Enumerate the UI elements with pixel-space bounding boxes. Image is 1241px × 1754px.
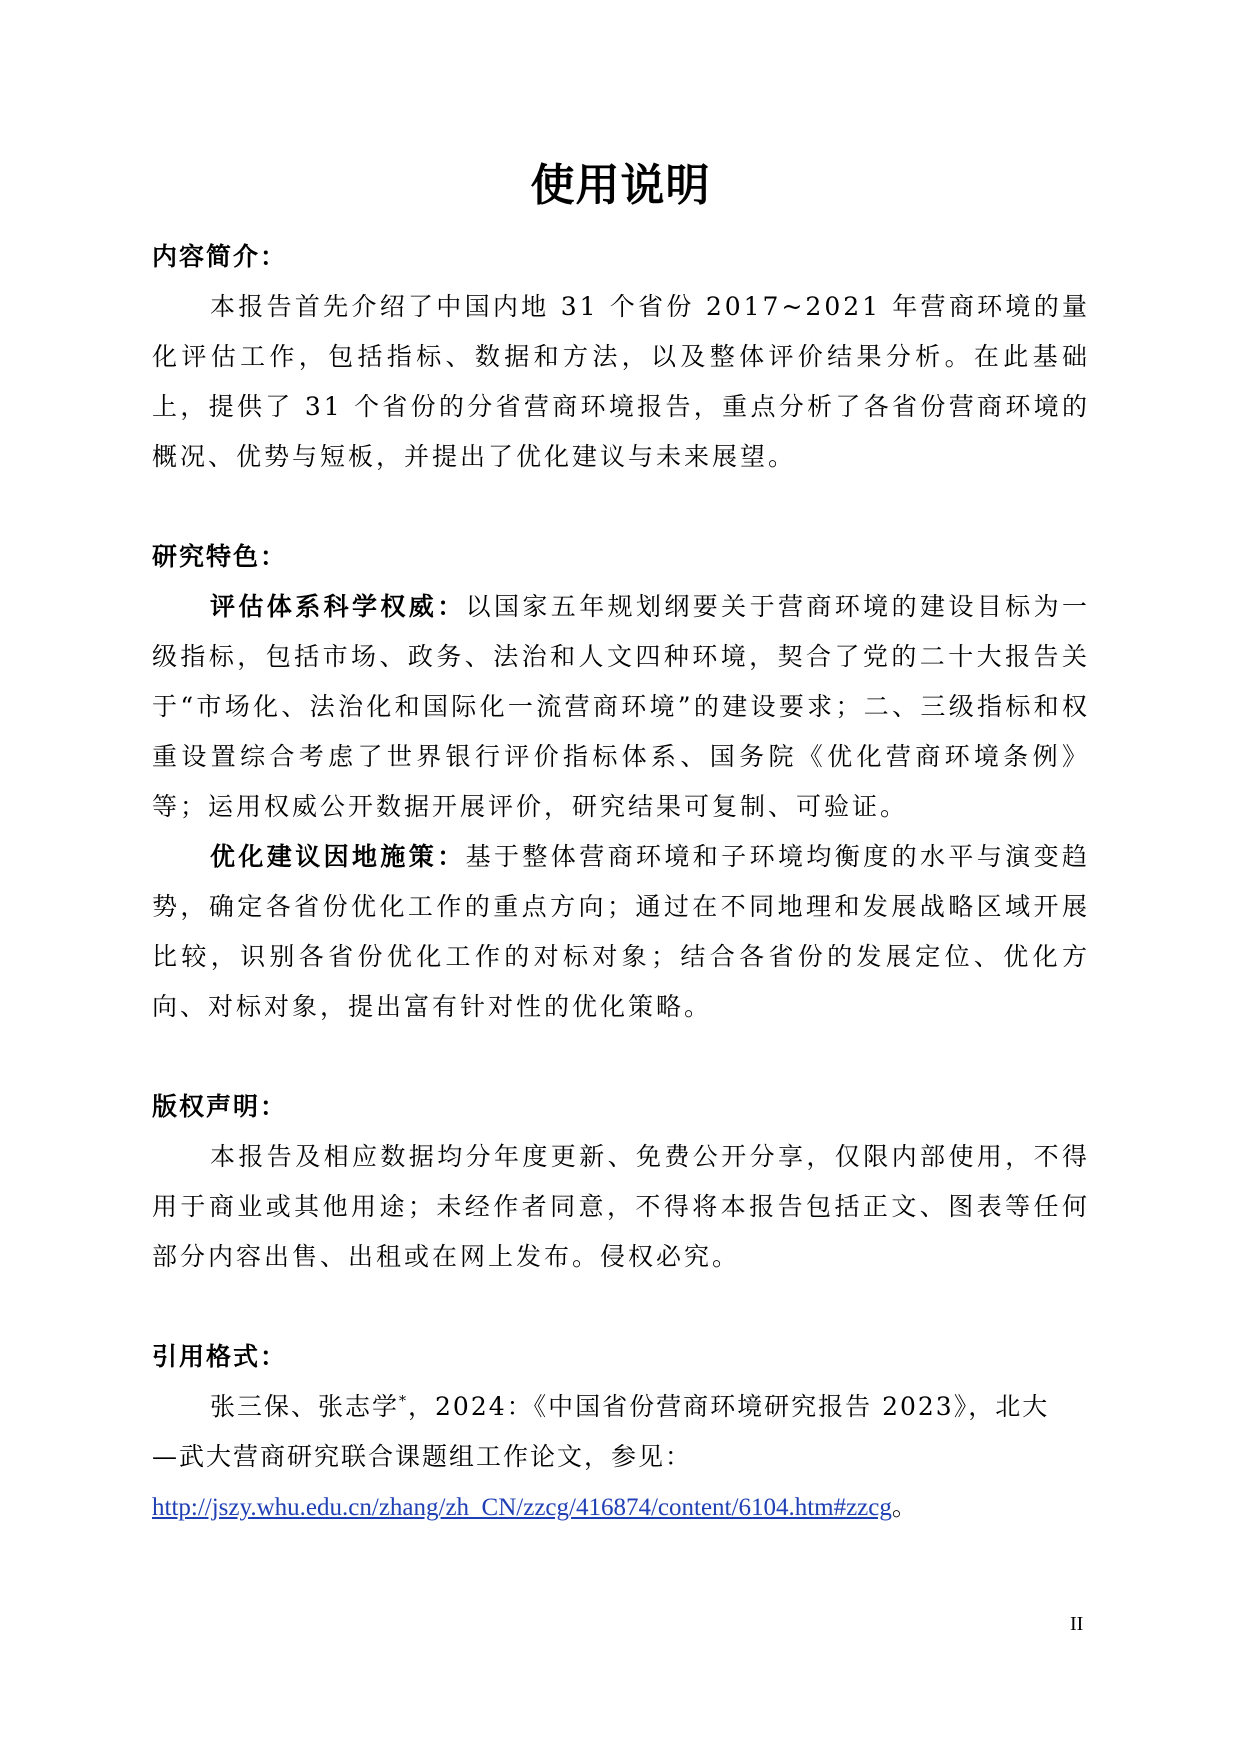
section-gap <box>152 1282 1090 1332</box>
section-gap <box>152 1032 1090 1082</box>
page-title: 使用说明 <box>530 160 711 211</box>
copyright-heading: 版权声明： <box>152 1092 288 1121</box>
feature-text-2: 基于整体营商环境和子环境均衡度的水平与演变趋势，确定各省份优化工作的重点方向；通过在不同地理和发展战略区域开展比较，识别各省份优化工作的对标对象；结合各省份的发展定位、优化方向、对标对象，提出富有针对性的优化策略。 <box>152 842 1090 1021</box>
citation-link[interactable]: http://jszy.whu.edu.cn/zhang/zh_CN/zzcg/416874/content/6104.htm#zzcg <box>152 1494 892 1521</box>
citation-title: ，2024：《中国省份营商环境研究报告 2023》，北大 <box>408 1392 1050 1421</box>
citation-url-suffix: 。 <box>891 1492 919 1521</box>
citation-mark: * <box>399 1393 409 1410</box>
copyright-paragraph: 本报告及相应数据均分年度更新、免费公开分享，仅限内部使用，不得用于商业或其他用途；未经作者同意，不得将本报告包括正文、图表等任何部分内容出售、出租或在网上发布。侵权必究。 <box>152 1142 1090 1271</box>
feature-lead-1: 评估体系科学权威： <box>210 592 466 621</box>
citation-authors: 张三保、张志学 <box>210 1392 400 1421</box>
citation-heading: 引用格式： <box>152 1342 288 1371</box>
feature-paragraph-1 <box>152 582 1090 832</box>
citation-line-2: —武大营商研究联合课题组工作论文，参见： <box>152 1442 693 1471</box>
feature-lead-2: 优化建议因地施策： <box>210 842 466 871</box>
document-body <box>152 232 1090 1533</box>
intro-paragraph: 本报告首先介绍了中国内地 31 个省份 2017~2021 年营商环境的量化评估工作，包括指标、数据和方法，以及整体评价结果分析。在此基础上，提供了 31 个省份的分省营商环境报告，重点分析了各省份营商环境的概况、优势与短板，并提出了优化建议与未来展望。 <box>152 292 1090 471</box>
intro-heading: 内容简介： <box>152 242 288 271</box>
feature-text-1: 以国家五年规划纲要关于营商环境的建设目标为一级指标，包括市场、政务、法治和人文四种环境，契合了党的二十大报告关于“市场化、法治化和国际化一流营商环境”的建设要求；二、三级指标和权重设置综合考虑了世界银行评价指标体系、国务院《优化营商环境条例》等；运用权威公开数据开展评价，研究结果可复制、可验证。 <box>152 592 1090 821</box>
features-heading: 研究特色： <box>152 542 288 571</box>
page-number: II <box>1070 1613 1084 1635</box>
citation-line-3 <box>152 1482 1090 1533</box>
section-gap <box>152 482 1090 532</box>
feature-paragraph-2 <box>152 832 1090 1032</box>
citation-line-1 <box>152 1382 1090 1432</box>
